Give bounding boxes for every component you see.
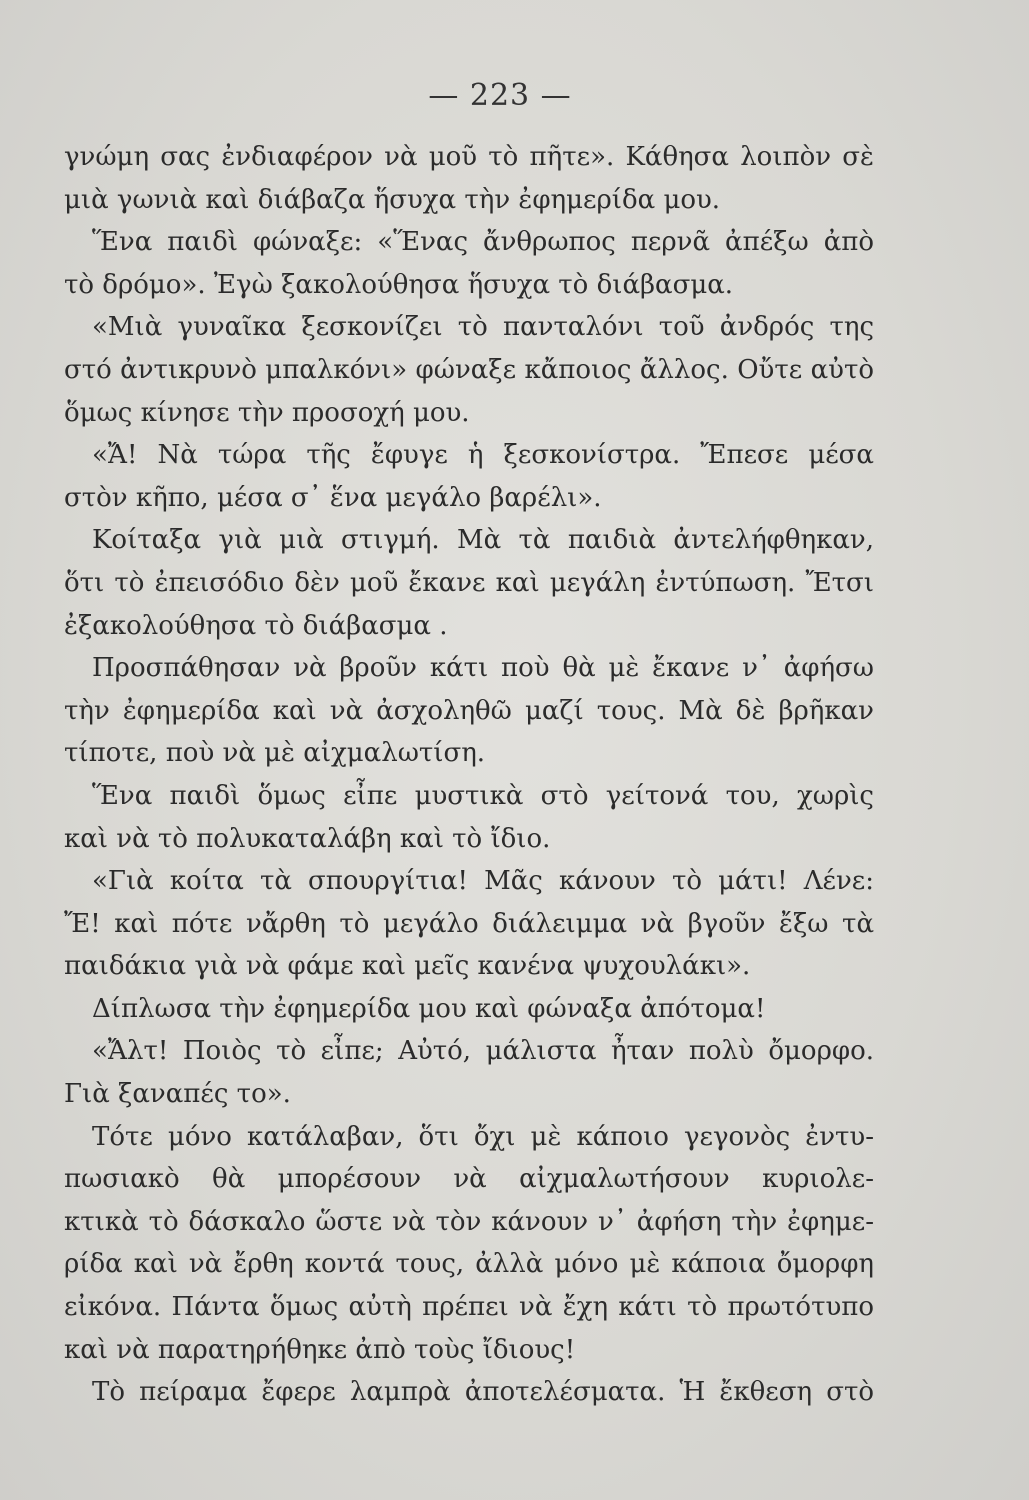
text-line: Ἔ! καὶ πότε νἄρθη τὸ μεγάλο διάλειμμα νὰ βγοῦν ἔξω τὰ [64,908,874,939]
text-line: μιὰ γωνιὰ καὶ διάβαζα ἥσυχα τὴν ἐφημερίδα μου. [64,184,721,215]
text-line: ρίδα καὶ νὰ ἔρθη κοντά τους, ἀλλὰ μόνο μὲ κάποια ὄμορφη [64,1249,874,1280]
text-line: γνώμη σας ἐνδιαφέρον νὰ μοῦ τὸ πῆτε». Κάθησα λοιπὸν σὲ [64,142,874,172]
text-line: καὶ νὰ παρατηρήθηκε ἀπὸ τοὺς ἴδιους! [64,1334,576,1365]
text-line: κτικὰ τὸ δάσκαλο ὥστε νὰ τὸν κάνουν ν᾽ ἀφήση τὴν ἐφημε- [64,1206,874,1237]
text-line: Γιὰ ξαναπές το». [64,1079,291,1110]
text-line: στό ἀντικρυνὸ μπαλκόνι» φώναξε κἄποιος ἄλλος. Οὔτε αὐτὸ [64,354,874,385]
text-line: «Ἄλτ! Ποιὸς τὸ εἶπε; Αὐτό, μάλιστα ἦταν πολὺ ὄμορφο. [92,1036,874,1067]
text-line: καὶ νὰ τὸ πολυκαταλάβη καὶ τὸ ἴδιο. [64,823,551,854]
text-line: Κοίταξα γιὰ μιὰ στιγμή. Μὰ τὰ παιδιὰ ἀντελήφθηκαν, [92,525,874,556]
text-line: ἐξακολούθησα τὸ διάβασμα . [64,610,448,641]
body-text [64,136,874,1414]
text-line: «Μιὰ γυναῖκα ξεσκονίζει τὸ πανταλόνι τοῦ ἀνδρός της [92,312,874,343]
text-line: ὅτι τὸ ἐπεισόδιο δὲν μοῦ ἔκανε καὶ μεγάλη ἐντύπωση. Ἔτσι [64,567,874,598]
text-line: παιδάκια γιὰ νὰ φάμε καὶ μεῖς κανένα ψυχουλάκι». [64,951,751,982]
text-line: πωσιακὸ θὰ μπορέσουν νὰ αἰχμαλωτήσουν κυριολε- [64,1164,874,1195]
text-line: εἰκόνα. Πάντα ὅμως αὐτὴ πρέπει νὰ ἔχη κάτι τὸ πρωτότυπο [64,1292,874,1323]
text-line: ὅμως κίνησε τὴν προσοχή μου. [64,397,470,428]
text-line: τὸ δρόμο». Ἐγὼ ξακολούθησα ἥσυχα τὸ διάβασμα. [64,269,734,300]
text-line: τίποτε, ποὺ νὰ μὲ αἰχμαλωτίση. [64,738,486,769]
text-line: Δίπλωσα τὴν ἐφημερίδα μου καὶ φώναξα ἀπότομα! [92,993,766,1024]
text-line: Προσπάθησαν νὰ βροῦν κάτι ποὺ θὰ μὲ ἔκανε ν᾽ ἀφήσω [92,653,874,684]
text-line: Ἕνα παιδὶ φώναξε: «Ἕνας ἄνθρωπος περνᾶ ἀπέξω ἀπὸ [92,227,874,258]
text-line: στὸν κῆπο, μέσα σ᾽ ἕνα μεγάλο βαρέλι». [64,482,602,513]
text-line: «Γιὰ κοίτα τὰ σπουργίτια! Μᾶς κάνουν τὸ μάτι! Λένε: [92,866,874,897]
text-line: «Ἄ! Νὰ τώρα τῆς ἔφυγε ἡ ξεσκονίστρα. Ἔπεσε μέσα [92,440,874,471]
page-number: — 223 — [428,78,572,113]
text-line: Τότε μόνο κατάλαβαν, ὅτι ὄχι μὲ κάποιο γεγονὸς ἐντυ- [92,1121,874,1152]
text-line: τὴν ἐφημερίδα καὶ νὰ ἀσχοληθῶ μαζί τους. Μὰ δὲ βρῆκαν [64,695,874,726]
text-line: Τὸ πείραμα ἔφερε λαμπρὰ ἀποτελέσματα. Ἡ ἔκθεση στὸ [92,1377,874,1408]
text-line: Ἕνα παιδὶ ὅμως εἶπε μυστικὰ στὸ γείτονά του, χωρὶς [92,780,874,811]
